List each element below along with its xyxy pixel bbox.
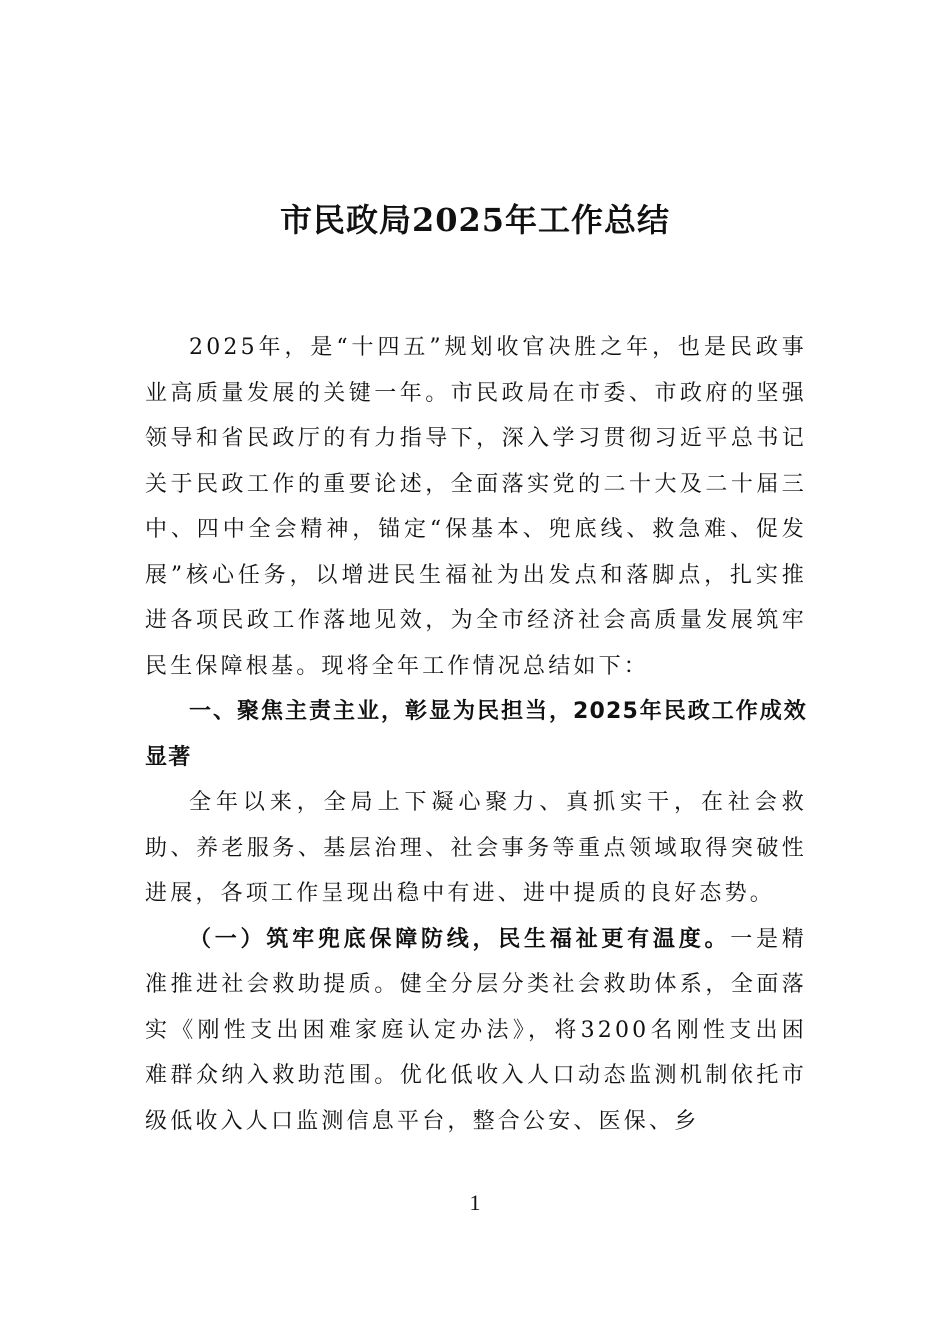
subsection-text: 一是精准推进社会救助提质。健全分层分类社会救助体系，全面落实《刚性支出困难家庭认定办法》，将3200名刚性支出困难群众纳入救助范围。优化低收入人口动态监测机制依托市级低收入人口监测信息平台，整合公安、医保、乡 [145, 926, 807, 1134]
document-body [145, 325, 807, 1144]
intro-paragraph: 2025年，是“十四五”规划收官决胜之年，也是民政事业高质量发展的关键一年。市民政局在市委、市政府的坚强领导和省民政厅的有力指导下，深入学习贯彻习近平总书记关于民政工作的重要论述，全面落实党的二十大及二十届三中、四中全会精神，锚定“保基本、兜底线、救急难、促发展”核心任务，以增进民生福祉为出发点和落脚点，扎实推进各项民政工作落地见效，为全市经济社会高质量发展筑牢民生保障根基。现将全年工作情况总结如下： [145, 335, 807, 679]
page-number: 1 [469, 1190, 481, 1215]
section-heading-1: 一、聚焦主责主业，彰显为民担当，2025年民政工作成效显著 [145, 699, 807, 770]
section-paragraph-1: 全年以来，全局上下凝心聚力、真抓实干，在社会救助、养老服务、基层治理、社会事务等重点领域取得突破性进展，各项工作呈现出稳中有进、进中提质的良好态势。 [145, 790, 807, 906]
subsection-paragraph-1 [145, 917, 807, 1145]
document-title: 市民政局2025年工作总结 [279, 201, 671, 239]
subsection-lead: （一）筑牢兜底保障防线，民生福祉更有温度。 [189, 925, 731, 952]
